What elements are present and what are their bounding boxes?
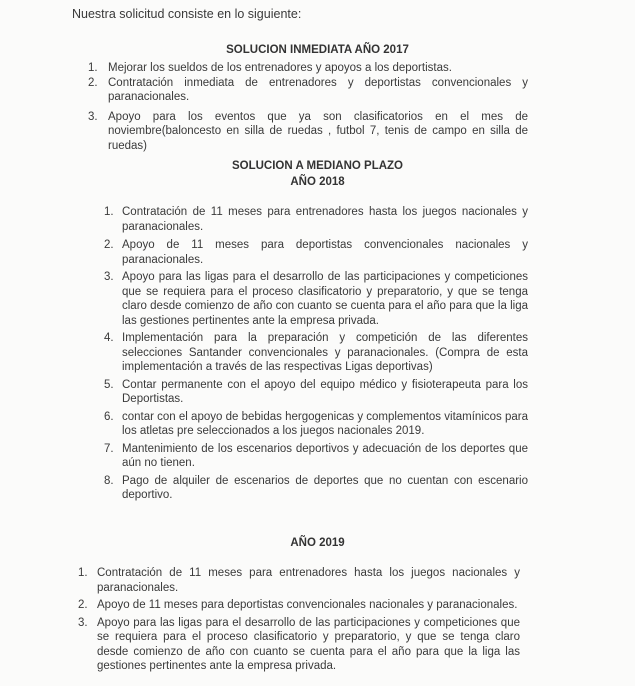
list-item: 3. Apoyo para las ligas para el desarrollo de las participaciones y competiciones que se requiera para el proceso clasificatorio y preparatorio, y que se tenga claro desde comienzo de año con cuanto se cuenta para el año para que la liga las gestiones pertinentes ante la empresa privada. [78,616,520,672]
intro-text: Nuestra solicitud consiste en lo siguiente: [72,7,302,21]
section-2018-title: AÑO 2018 [290,176,345,188]
list-item: 7. Mantenimiento de los escenarios deportivos y adecuación de los deportes que aún no tienen. [104,442,528,469]
list-item: 3. Apoyo para las ligas para el desarrollo de las participaciones y competiciones que se requiera para el proceso clasificatorio y preparatorio, y que se tenga claro desde comienzo de año con cuanto se cuenta para el año para que la liga las gestiones pertinentes ante la empresa privada. [104,271,528,327]
list-item: 1. Contratación de 11 meses para entrenadores hasta los juegos nacionales y paranacionales. [104,206,528,233]
list-item: 6. contar con el apoyo de bebidas hergogenicas y complementos vitamínicos para los atletas pre seleccionados a los juegos nacionales 2019. [104,410,528,437]
section-mediano-plazo-title: SOLUCION A MEDIANO PLAZO [231,160,403,172]
list-2018 [104,205,528,503]
list-item: 3. Apoyo para los eventos que ya son clasificatorios en el mes de noviembre(baloncesto en silla de ruedas , futbol 7, tenis de campo en silla de ruedas) [88,110,528,152]
list-2019 [78,566,520,674]
section-2019-title: AÑO 2019 [290,537,345,549]
list-item: 5. Contar permanente con el apoyo del equipo médico y fisioterapeuta para los Deportistas. [104,378,528,405]
list-item: 4. Implementación para la preparación y competición de las diferentes selecciones Santander convencionales y paranacionales. (Compra de esta implementación a través de las respectivas Ligas deportivas) [104,332,528,373]
list-item: 1. Contratación de 11 meses para entrenadores hasta los juegos nacionales y paranacionales. [78,567,520,594]
list-item: 2. Contratación inmediata de entrenadores y deportistas convencionales y paranacionales. [88,76,528,103]
list-item: 2. Apoyo de 11 meses para deportistas convencionales nacionales y paranacionales. [104,239,528,266]
list-2017 [88,61,528,153]
list-item: 8. Pago de alquiler de escenarios de deportes que no cuentan con escenario deportivo. [104,474,528,501]
list-item: 2. Apoyo de 11 meses para deportistas convencionales nacionales y paranacionales. [78,599,518,611]
section-2017-title: SOLUCION INMEDIATA AÑO 2017 [226,44,409,56]
list-item: 1. Mejorar los sueldos de los entrenadores y apoyos a los deportistas. [88,62,452,74]
